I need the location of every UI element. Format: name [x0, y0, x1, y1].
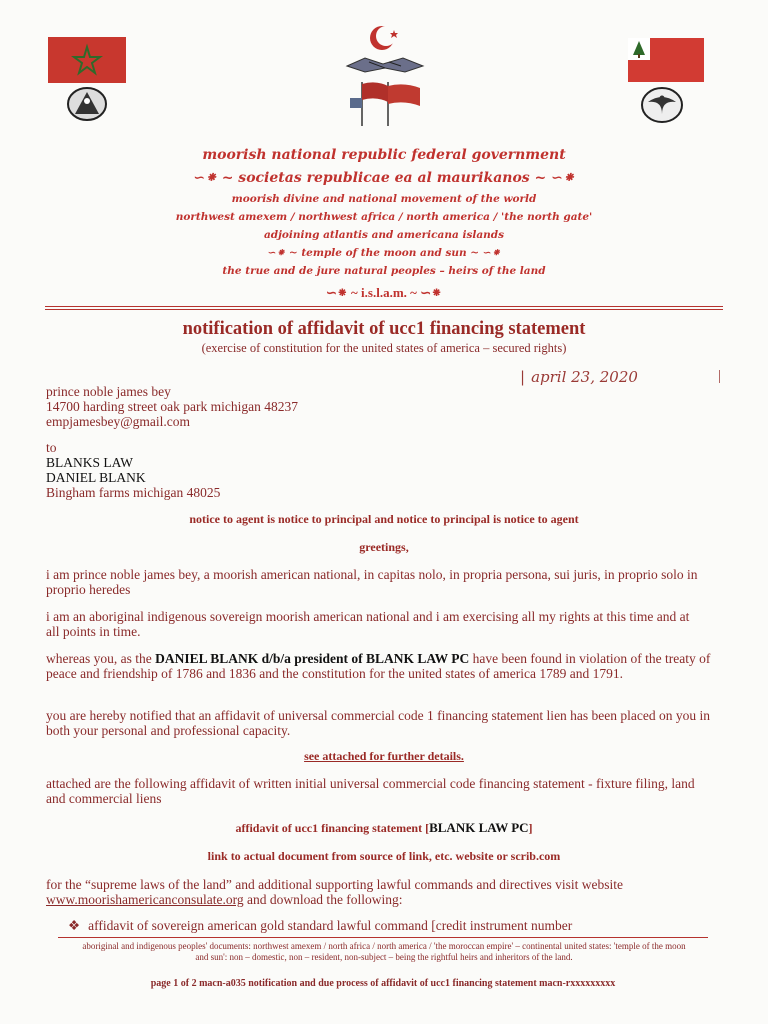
bullet-text: affidavit of sovereign american gold standard lawful command [credit instrument number [88, 918, 573, 933]
bullet-item [68, 918, 572, 933]
footer-divider [58, 937, 708, 938]
link-line: link to actual document from source of link, etc. website or scrib.com [207, 849, 561, 863]
header-line-5: the true and de jure natural peoples – heirs of the land [222, 265, 546, 277]
flourish-right: ∽⁕ [420, 285, 442, 300]
paragraph-5: attached are the following affidavit of written initial universal commercial code financing statement - fixture filing, land and commercial liens [46, 776, 695, 806]
moroccan-flag [48, 37, 126, 83]
footer-page: page 1 of 2 macn-a035 notification and due process of affidavit of ucc1 financing statement macn-rxxxxxxxxx [150, 978, 616, 989]
sender-address: 14700 harding street oak park michigan 48237 [46, 399, 298, 414]
greeting: greetings, [359, 540, 409, 554]
org-name: moorish national republic federal government [202, 147, 566, 163]
paragraph-4: you are hereby notified that an affidavit of universal commercial code 1 financing statement lien has been placed on you in both your personal and professional capacity. [46, 708, 711, 738]
document-subtitle: (exercise of constitution for the united states of america – secured rights) [201, 341, 567, 355]
affidavit-party: BLANK LAW PC [429, 820, 529, 835]
header-line-4 [0, 247, 768, 259]
paragraph-3 [46, 651, 714, 681]
recipient-name: DANIEL BLANK [46, 470, 146, 485]
recipient-block [46, 440, 220, 500]
header-line-6 [0, 285, 768, 301]
header-line-3: adjoining atlantis and americana islands [263, 229, 505, 241]
p3-pre: whereas you, as the [46, 651, 156, 666]
sender-email: empjamesbey@gmail.com [46, 414, 191, 429]
p6-post: and download the following: [243, 892, 403, 907]
flourish-left: ∽⁕ [326, 285, 348, 300]
footer-note: aboriginal and indigenous peoples' documents: northwest amexem / north africa / north america / 'the moroccan empire' – continental united states: 'temple of the moon and sun': non – domestic, non – resident, non-subject – being the rightful heirs and inheritors of the land. [82, 941, 686, 962]
paragraph-1: i am prince noble james bey, a moorish american national, in capitas nolo, in propria persona, sui juris, in proprio solo in proprio heredes [46, 567, 698, 597]
temple-line: ~ temple of the moon and sun ~ [288, 247, 480, 259]
date-text: april 23, 2020 [531, 368, 638, 386]
flourish-right: ∽⁕ [551, 170, 575, 186]
handshake-icon [345, 52, 425, 76]
diamond-bullet-icon: ❖ [68, 918, 81, 933]
affidavit-pre: affidavit of ucc1 financing statement [ [235, 821, 430, 835]
sender-block [46, 384, 298, 429]
recipient-to: to [46, 440, 57, 455]
document-title: notification of affidavit of ucc1 financing statement [182, 319, 586, 339]
header-line-1: moorish divine and national movement of the world [231, 193, 537, 205]
notice-line: notice to agent is notice to principal and notice to principal is notice to agent [189, 512, 579, 526]
affidavit-post: ] [528, 821, 533, 835]
recipient-firm: BLANKS LAW [46, 455, 134, 470]
header-divider-top [45, 306, 723, 307]
consulate-link[interactable]: www.moorishamericanconsulate.org [46, 892, 244, 907]
latin-name-line [0, 170, 768, 186]
p3-post: have been found in violation of the treaty of peace and friendship of 1786 and 1836 and the constitution for the united states of america 1789 and 1791. [46, 651, 711, 681]
header-divider-bottom [45, 309, 723, 310]
sender-name: prince noble james bey [46, 384, 171, 399]
crescent-star-icon [367, 22, 401, 54]
date-mark-left: | [520, 368, 526, 386]
recipient-location: Bingham farms michigan 48025 [46, 485, 221, 500]
islam-line: ~ i.s.l.a.m. ~ [351, 285, 417, 300]
paragraph-2: i am an aboriginal indigenous sovereign moorish american national and i am exercising all my rights at this time and at all points in time. [46, 609, 690, 639]
paragraph-6 [46, 877, 710, 907]
eagle-seal-icon [640, 86, 684, 124]
flourish-left: ∽⁕ [267, 247, 286, 259]
flourish-right: ∽⁕ [482, 247, 501, 259]
affidavit-line [0, 820, 768, 836]
pyramid-seal-icon [66, 86, 108, 122]
see-attached: see attached for further details. [304, 749, 464, 763]
header-line-2: northwest amexem / northwest africa / north america / 'the north gate' [175, 211, 593, 223]
handwritten-date [520, 368, 638, 386]
pine-tree-flag [628, 38, 704, 82]
date-mark-right: | [718, 368, 722, 384]
p3-party: DANIEL BLANK d/b/a president of BLANK LAW PC [155, 651, 470, 666]
flourish-left: ∽⁕ [193, 170, 217, 186]
p6-pre: for the “supreme laws of the land” and additional supporting lawful commands and directives visit website [46, 877, 623, 892]
latin-name: ~ societas republicae ea al maurikanos ~ [221, 170, 547, 186]
flags-on-poles-icon [348, 80, 424, 126]
